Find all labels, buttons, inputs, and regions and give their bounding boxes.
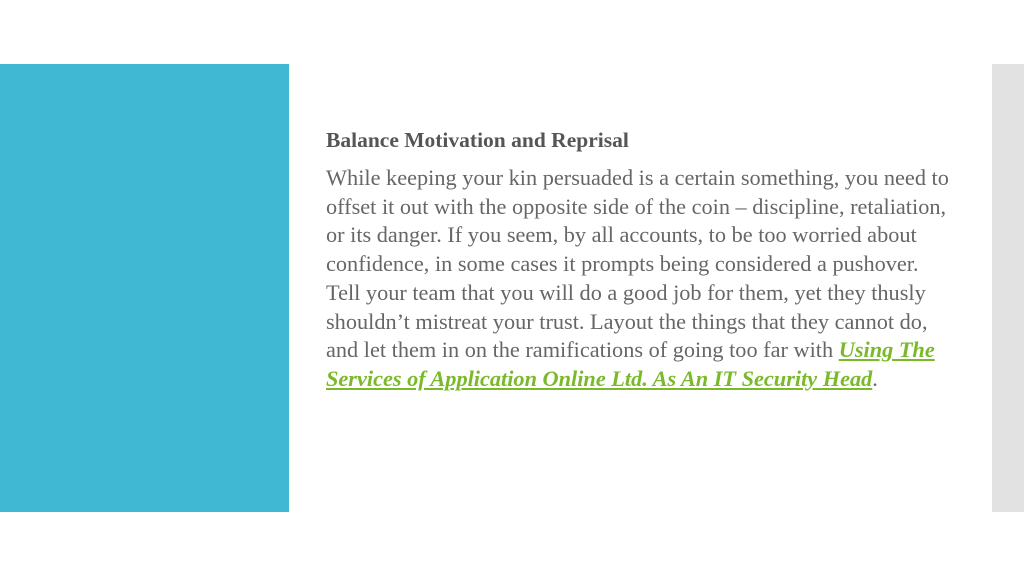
paragraph-lead: While keeping your kin persuaded is a certain something, you need to offset it out with the opposite side of the coin – discipline, retaliation, or its danger. If you seem, by all accounts, to be too worried about confidence, in some cases it prompts being considered a pushover. Tell your team that you will do a good job for them, yet they thusly shouldn’t mistreat your trust. Layout the things that they cannot do, and let them in on the ramifications of going too far with <box>326 165 949 363</box>
service-link[interactable]: Using The Services of Application Online Ltd. As An IT Security Head <box>326 337 935 391</box>
body-paragraph <box>326 164 956 394</box>
slide-content <box>326 124 956 394</box>
paragraph-end: . <box>872 365 878 391</box>
accent-block <box>0 64 289 512</box>
side-bar <box>992 64 1024 512</box>
slide-heading: Balance Motivation and Reprisal <box>326 128 629 152</box>
